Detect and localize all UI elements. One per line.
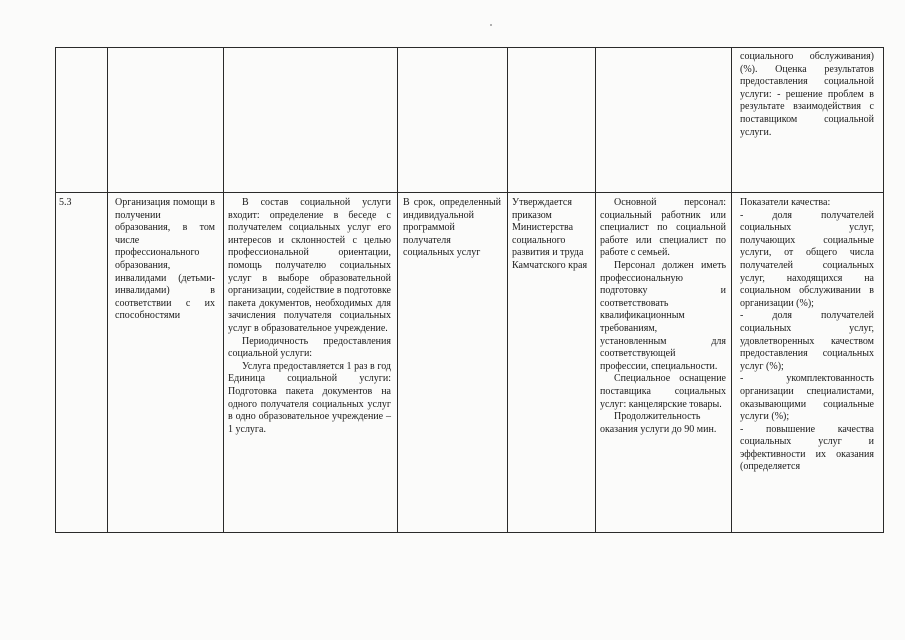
column-border bbox=[55, 47, 56, 533]
quality-indicators bbox=[740, 197, 874, 530]
service-content-paragraph: Услуга предоставляется 1 раз в год Единица социальной услуги: Подготовка пакета документов на одного получателя социальных услуг в одно образовательное учреждение – 1 услуга. bbox=[228, 360, 391, 435]
service-name: Организация помощи в получении образования, в том числе профессионального образования, инвалидами (детьми-инвалидами) в соответствии с их способностями bbox=[115, 197, 215, 322]
column-border bbox=[507, 47, 508, 533]
quality-indicator-item: - доля получателей социальных услуг, получающих социальные услуги, от общего числа получателей социальных услуг, находящихся на социальном обслуживании в организации (%); bbox=[740, 209, 874, 309]
periodicity-heading: Периодичность предоставления социальной услуги: bbox=[228, 335, 391, 360]
column-border bbox=[397, 47, 398, 533]
conditions-paragraph: Персонал должен иметь профессиональную подготовку и соответствовать квалификационным требованиям, установленным для соответствующей профессии, специальности. bbox=[600, 259, 726, 372]
column-border bbox=[883, 47, 884, 533]
quality-indicator-item: - укомплектованность организации специалистами, оказывающими социальные услуги (%); bbox=[740, 373, 874, 423]
column-border bbox=[595, 47, 596, 533]
column-border bbox=[223, 47, 224, 533]
service-term: В срок, определенный индивидуальной программой получателя социальных услуг bbox=[403, 197, 501, 259]
quality-indicator-item: - доля получателей социальных услуг, удовлетворенных качеством предоставления социальных услуг (%); bbox=[740, 310, 874, 372]
table-top-border bbox=[55, 47, 884, 48]
service-content bbox=[228, 197, 391, 436]
service-tariff: Утверждается приказом Министерства социального развития и труда Камчатского края bbox=[512, 197, 588, 271]
row-number: 5.3 bbox=[59, 197, 72, 208]
scan-speck bbox=[490, 24, 492, 26]
quality-indicator-item: - повышение качества социальных услуг и эффективности их оказания (определяется bbox=[740, 423, 874, 473]
service-content-paragraph: В состав социальной услуги входит: определение в беседе с получателем социальных услуг его интересов и склонностей с целью профессиональной ориентации, помощь получателю социальных услуг в выборе образовательной организации, содействие в подготовке пакета документов, необходимых для зачисления получателя социальных услуг в образовательное учреждение. bbox=[228, 197, 391, 334]
conditions-paragraph: Продолжительность оказания услуги до 90 мин. bbox=[600, 411, 717, 435]
conditions-paragraph: Специальное оснащение поставщика социальных услуг: канцелярские товары. bbox=[600, 373, 726, 410]
conditions-paragraph: Основной персонал: социальный работник или специалист по социальной работе или специалист по работе с семьей. bbox=[600, 197, 726, 259]
column-border bbox=[731, 47, 732, 533]
row-divider bbox=[55, 192, 884, 193]
services-table bbox=[55, 47, 884, 533]
column-border bbox=[107, 47, 108, 533]
table-bottom-border bbox=[55, 532, 884, 533]
service-conditions bbox=[600, 197, 726, 436]
quality-indicators-continued: социального обслуживания) (%). Оценка результатов предоставления социальной услуги: - решение проблем в результате взаимодействия с поставщиком социальной услуги. bbox=[740, 51, 874, 138]
quality-heading: Показатели качества: bbox=[740, 197, 831, 208]
